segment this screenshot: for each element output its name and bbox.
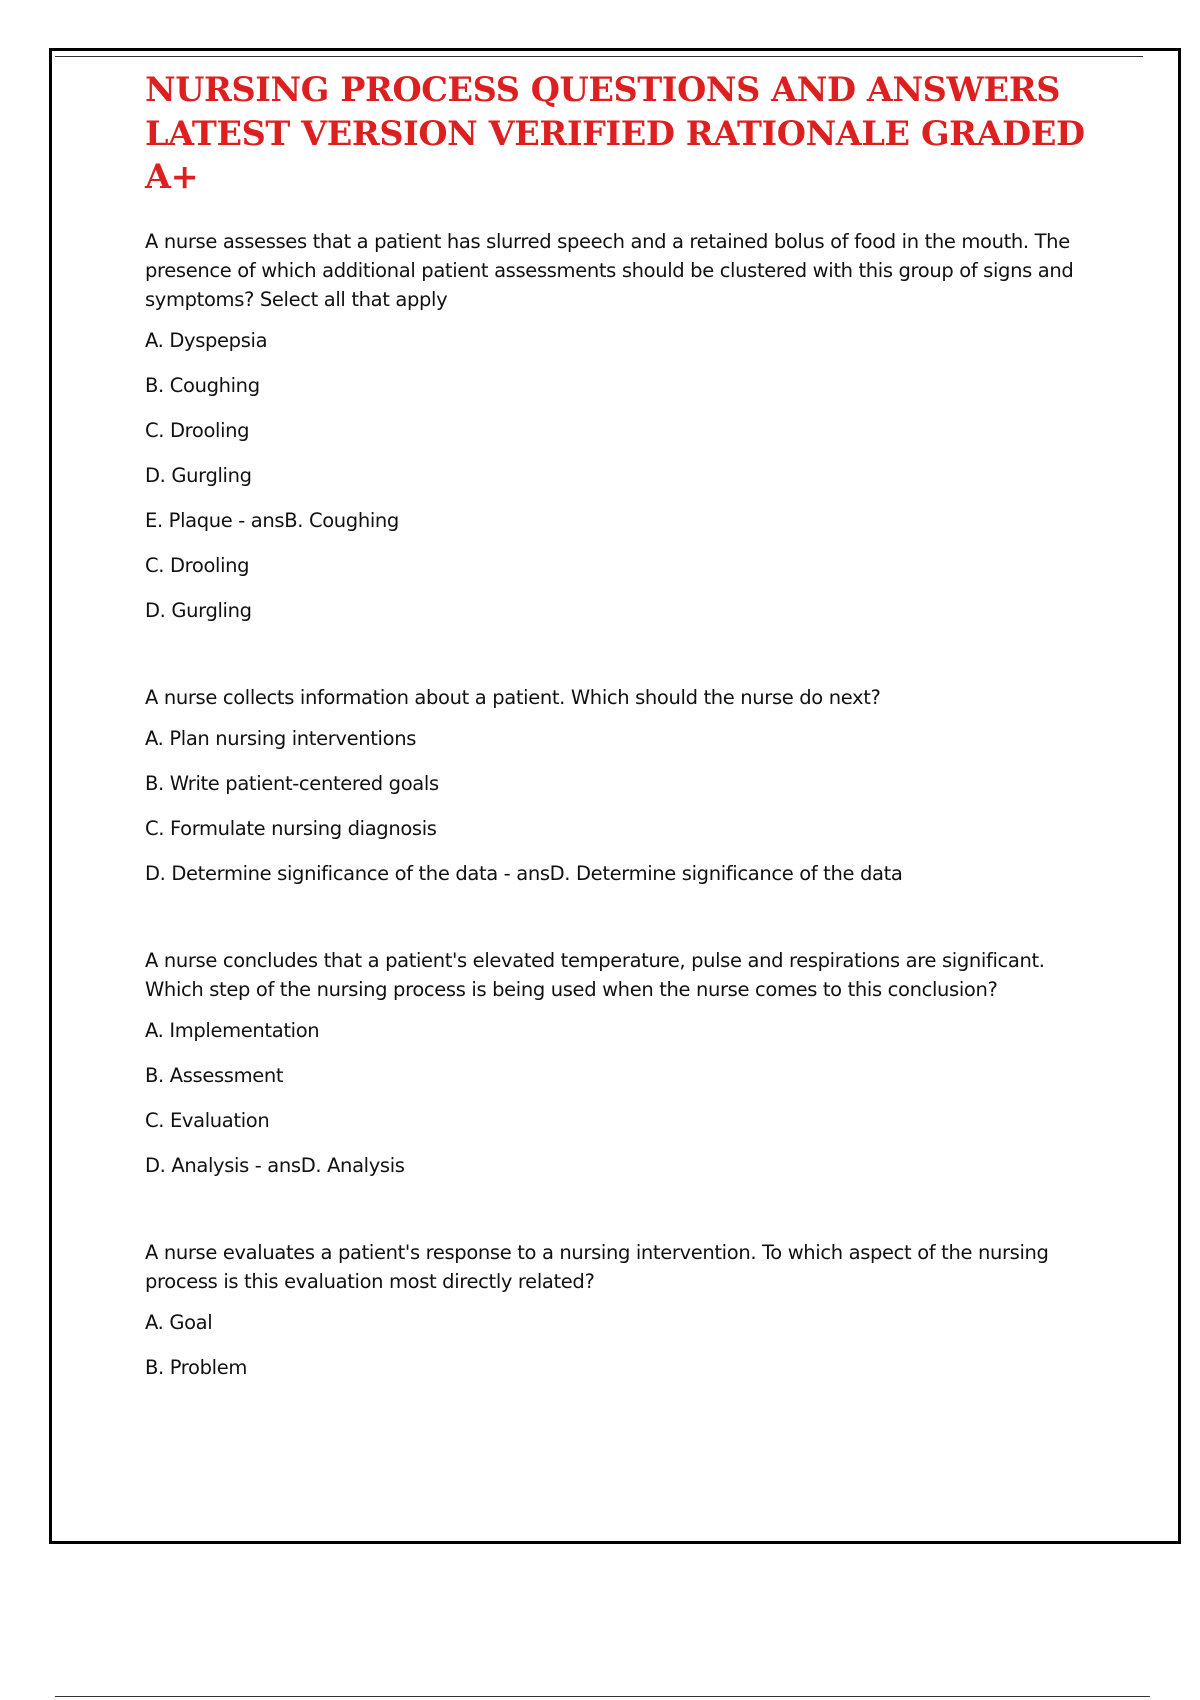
question-text: A nurse concludes that a patient's elevated temperature, pulse and respirations are significant. Which step of the nursing process is being used when the nurse comes to this conclusion? <box>145 948 1045 1001</box>
option-line: A. Implementation <box>145 1018 320 1042</box>
option-line: A. Dyspepsia <box>145 328 268 352</box>
answer-line: D. Determine significance of the data - ansD. Determine significance of the data <box>145 861 903 885</box>
option-line: A. Plan nursing interventions <box>145 726 417 750</box>
question-spacer <box>145 888 1095 946</box>
option-line: B. Problem <box>145 1355 247 1379</box>
option-line: B. Assessment <box>145 1063 284 1087</box>
answer-line: E. Plaque - ansB. Coughing <box>145 508 399 532</box>
option-line: B. Coughing <box>145 373 260 397</box>
question-text: A nurse evaluates a patient's response to a nursing intervention. To which aspect of the nursing process is this evaluation most directly related? <box>145 1240 1049 1293</box>
option-line: C. Drooling <box>145 418 250 442</box>
bottom-rule <box>55 1696 1150 1697</box>
question-spacer <box>145 625 1095 683</box>
answer-line: D. Gurgling <box>145 598 252 622</box>
option-line: C. Evaluation <box>145 1108 270 1132</box>
document-title: NURSING PROCESS QUESTIONS AND ANSWERS LATEST VERSION VERIFIED RATIONALE GRADED A+ <box>145 70 1085 196</box>
option-line: B. Write patient-centered goals <box>145 771 439 795</box>
document-body <box>145 68 1095 1382</box>
answer-line: D. Analysis - ansD. Analysis <box>145 1153 405 1177</box>
question-2 <box>145 683 1095 888</box>
question-1 <box>145 227 1095 625</box>
top-rule <box>55 56 1143 57</box>
option-line: A. Goal <box>145 1310 213 1334</box>
option-line: C. Formulate nursing diagnosis <box>145 816 437 840</box>
question-4 <box>145 1238 1095 1382</box>
answer-line: C. Drooling <box>145 553 250 577</box>
question-spacer <box>145 1180 1095 1238</box>
question-3 <box>145 946 1095 1180</box>
question-text: A nurse assesses that a patient has slurred speech and a retained bolus of food in the mouth. The presence of which additional patient assessments should be clustered with this group of signs and symptoms? Select all that apply <box>145 229 1074 311</box>
question-text: A nurse collects information about a patient. Which should the nurse do next? <box>145 685 881 709</box>
option-line: D. Gurgling <box>145 463 252 487</box>
